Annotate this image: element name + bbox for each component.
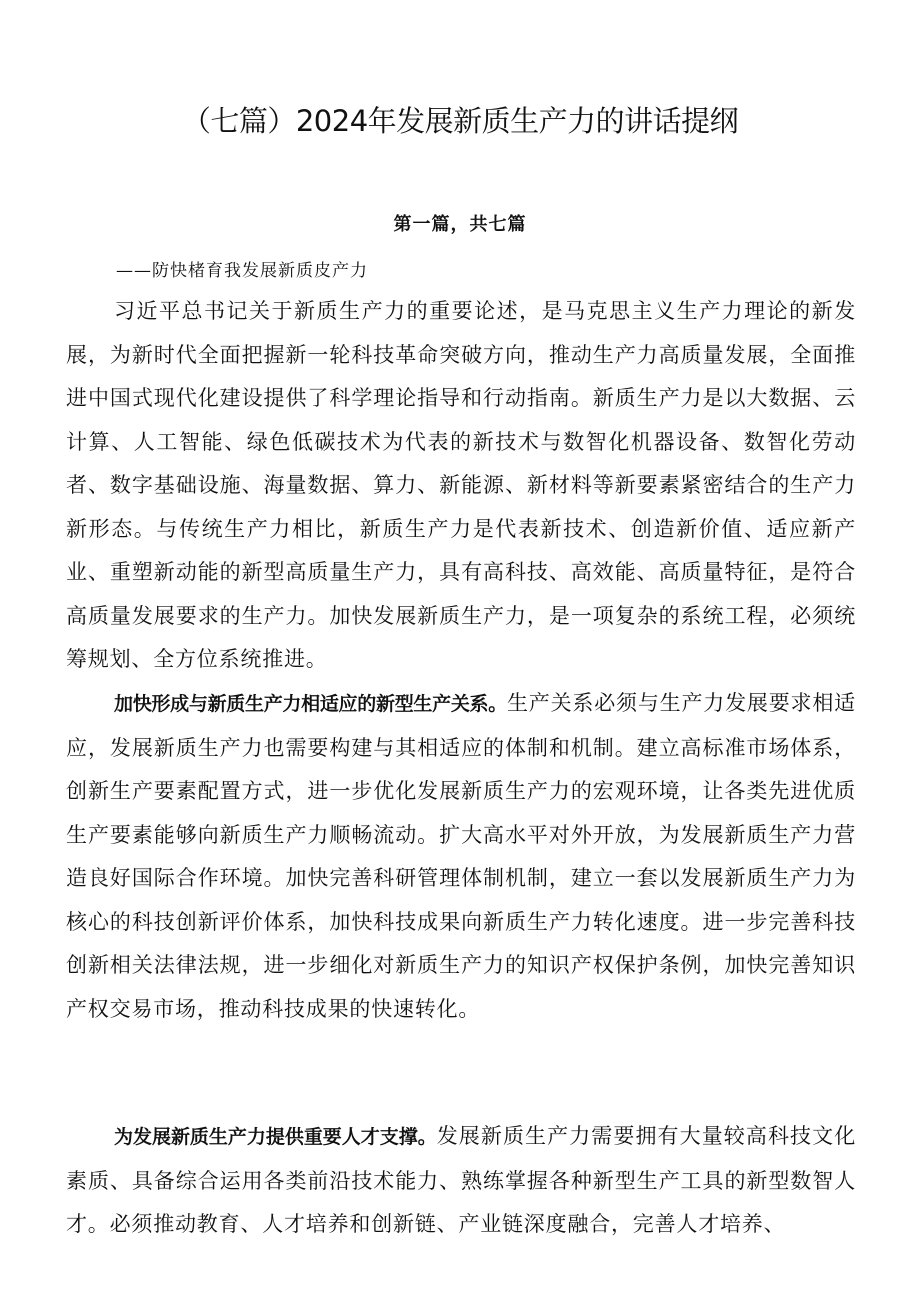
paragraph-2 [66, 682, 856, 1031]
paragraph-1-text: 习近平总书记关于新质生产力的重要论述，是马克思主义生产力理论的新发展，为新时代全面把握新一轮科技革命突破方向，推动生产力高质量发展，全面推进中国式现代化建设提供了科学理论指导和行动指南。新质生产力是以大数据、云计算、人工智能、绿色低碳技术为代表的新技术与数智化机器设备、数智化劳动者、数字基础设施、海量数据、算力、新能源、新材料等新要素紧密结合的生产力新形态。与传统生产力相比，新质生产力是代表新技术、创造新价值、适应新产业、重塑新动能的新型高质量生产力，具有高科技、高效能、高质量特征，是符合高质量发展要求的生产力。加快发展新质生产力，是一项复杂的系统工程，必须统筹规划、全方位系统推进。 [66, 299, 856, 671]
paragraph-2-lead: 加快形成与新质生产力相适应的新型生产关系。 [114, 693, 507, 715]
paragraph-3-text: 发展新质生产力需要拥有大量较高科技文化素质、具备综合运用各类前沿技术能力、熟练掌握各种新型生产工具的新型数智人才。必须推动教育、人才培养和创新链、产业链深度融合，完善人才培养、 [66, 1124, 857, 1236]
paragraph-3 [66, 1115, 856, 1247]
paragraph-1 [66, 290, 856, 682]
article-subtitle: ——防快楮育我发展新质皮产力 [116, 261, 368, 281]
paragraph-2-text: 生产关系必须与生产力发展要求相适应，发展新质生产力也需要构建与其相适应的体制和机制。建立高标准市场体系，创新生产要素配置方式，进一步优化发展新质生产力的宏观环境，让各类先进优质生产要素能够向新质生产力顺畅流动。扩大高水平对外开放，为发展新质生产力营造良好国际合作环境。加快完善科研管理体制机制，建立一套以发展新质生产力为核心的科技创新评价体系，加快科技成果向新质生产力转化速度。进一步完善科技创新相关法律法规，进一步细化对新质生产力的知识产权保护条例，加快完善知识产权交易市场，推动科技成果的快速转化。 [66, 691, 856, 1021]
paragraph-3-lead: 为发展新质生产力提供重要人才支撑。 [114, 1126, 437, 1148]
document-title: （七篇）2024年发展新质生产力的讲话提纲 [181, 104, 739, 138]
section-heading: 第一篇，共七篇 [393, 214, 527, 235]
